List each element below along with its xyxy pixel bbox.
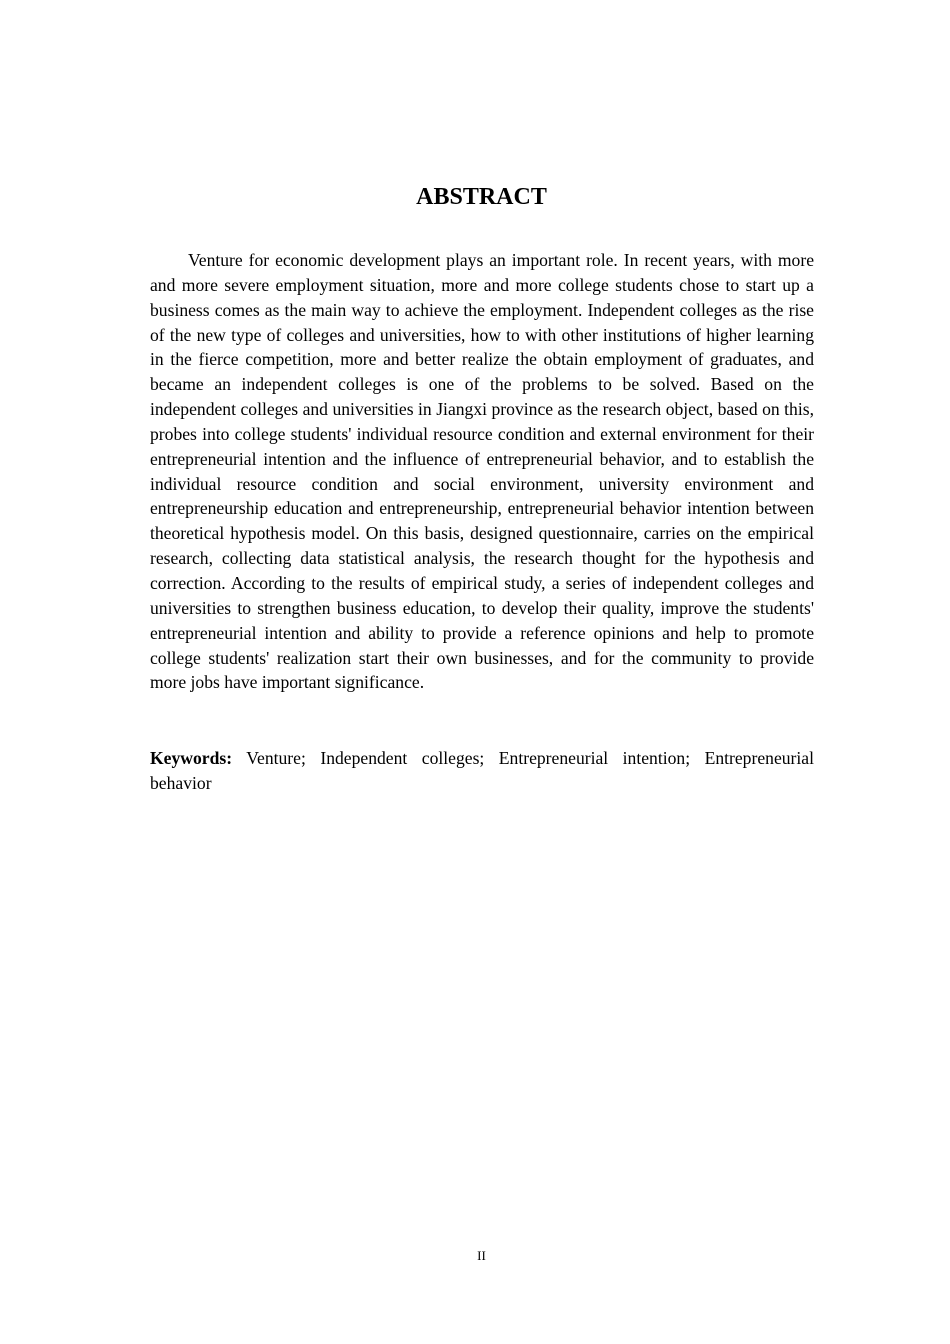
keywords-text: Venture; Independent colleges; Entrepreneurial intention; Entrepreneurial behavior (150, 748, 814, 793)
page-title: ABSTRACT (416, 184, 547, 210)
page-number: II (477, 1248, 486, 1263)
keywords-label: Keywords: (150, 748, 233, 768)
keywords-paragraph (150, 746, 814, 796)
abstract-paragraph: Venture for economic development plays an important role. In recent years, with more and more severe employment situation, more and more college students chose to start up a business comes as the main way to achieve the employment. Independent colleges as the rise of the new type of colleges and universities, how to with other institutions of higher learning in the fierce competition, more and better realize the obtain employment of graduates, and became an independent colleges is one of the problems to be solved. Based on the independent colleges and universities in Jiangxi province as the research object, based on this, probes into college students' individual resource condition and external environment for their entrepreneurial intention and the influence of entrepreneurial behavior, and to establish the individual resource condition and social environment, university environment and entrepreneurship education and entrepreneurship, entrepreneurial behavior intention between theoretical hypothesis model. On this basis, designed questionnaire, carries on the empirical research, collecting data statistical analysis, the research thought for the hypothesis and correction. According to the results of empirical study, a series of independent colleges and universities to strengthen business education, to develop their quality, improve the students' entrepreneurial intention and ability to provide a reference opinions and help to promote college students' realization start their own businesses, and for the community to provide more jobs have important significance. (150, 250, 814, 693)
